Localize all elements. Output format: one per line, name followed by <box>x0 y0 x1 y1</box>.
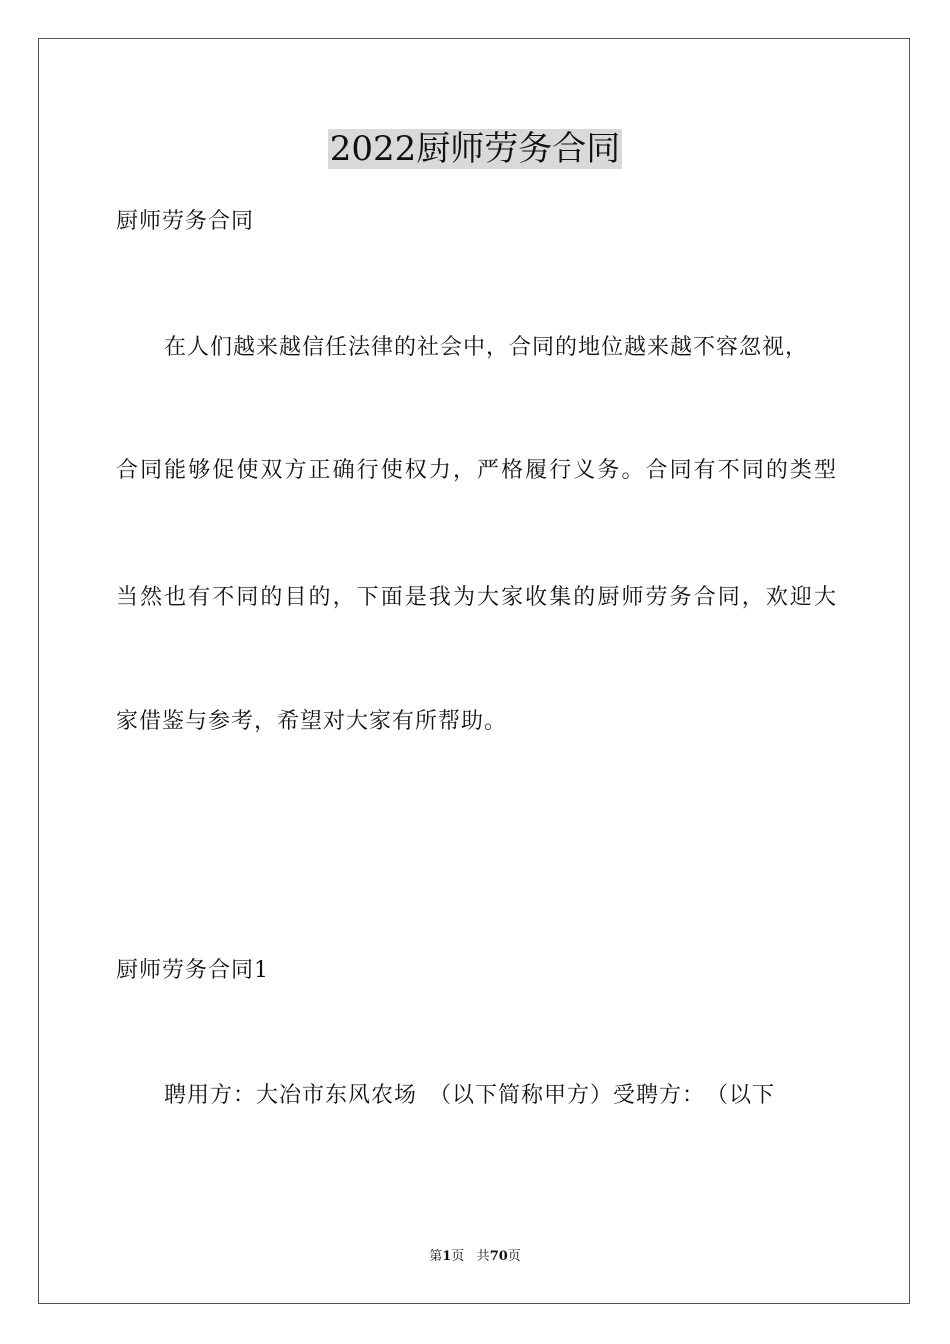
section-line-1: 聘用方：大冶市东风农场 （以下简称甲方）受聘方： （以下 <box>164 1083 776 1108</box>
total-suffix: 页 <box>507 1249 521 1264</box>
intro-line-1: 在人们越来越信任法律的社会中，合同的地位越来越不容忽视， <box>164 335 809 360</box>
intro-line-3: 当然也有不同的目的，下面是我为大家收集的厨师劳务合同，欢迎大 <box>116 585 836 610</box>
intro-line-2: 合同能够促使双方正确行使权力，严格履行义务。合同有不同的类型 <box>116 458 836 483</box>
title-text: 2022厨师劳务合同 <box>329 129 621 169</box>
intro-line-4: 家借鉴与参考，希望对大家有所帮助。 <box>116 709 508 734</box>
total-pages: 70 <box>489 1249 508 1264</box>
document-subtitle: 厨师劳务合同 <box>116 209 255 234</box>
total-prefix: 共 <box>476 1249 490 1264</box>
page-number: 1 <box>442 1249 452 1264</box>
page-prefix: 第 <box>429 1249 443 1264</box>
document-title <box>0 127 950 171</box>
page-footer <box>0 1248 950 1266</box>
page-suffix: 页 <box>451 1249 465 1264</box>
section-heading: 厨师劳务合同1 <box>116 958 269 983</box>
